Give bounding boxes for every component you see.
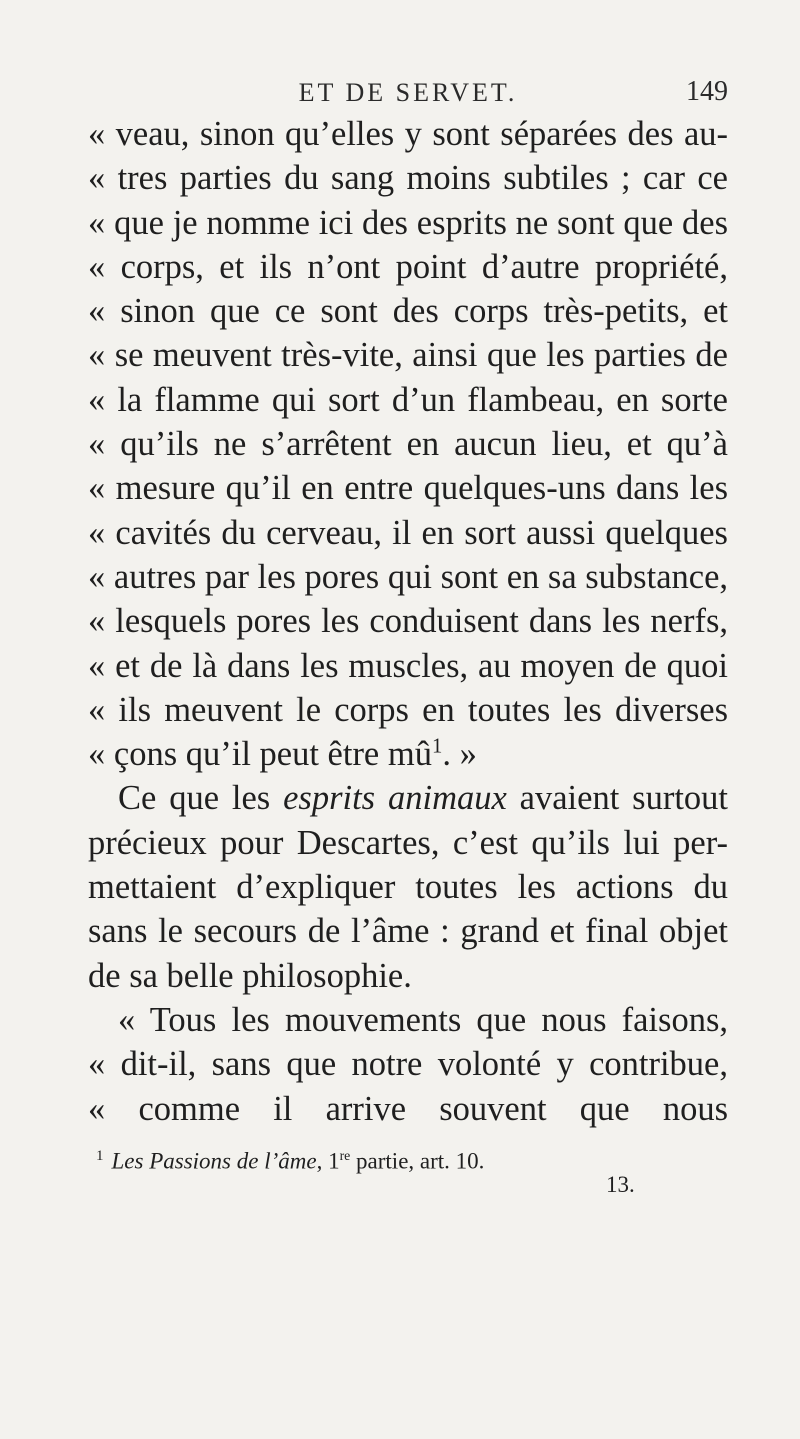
footnote-rest: partie, art. 10. xyxy=(350,1148,485,1174)
text-line: « autres par les pores qui sont en sa substance, xyxy=(88,557,728,596)
footnote-reference: 1 xyxy=(431,735,443,758)
footnote-mark: 1 xyxy=(96,1148,104,1164)
text-line: « dit-il, sans que notre volonté y contribue, xyxy=(88,1045,728,1084)
footnote-title: Les Passions de l’âme xyxy=(111,1148,317,1174)
italic-term: esprits animaux xyxy=(283,779,507,818)
text-line: « sinon que ce sont des corps très-petits, et xyxy=(88,292,728,331)
page-number: 149 xyxy=(686,76,728,107)
text-line: « tres parties du sang moins subtiles ; car ce xyxy=(88,159,728,198)
footnote-part-number: 1 xyxy=(328,1148,340,1174)
quote-end-text: « çons qu’il peut être mû xyxy=(88,735,432,774)
quote-close: . » xyxy=(442,735,477,774)
text-run: avaient surtout xyxy=(519,779,728,818)
text-line: « ils meuvent le corps en toutes les diverses xyxy=(88,690,728,729)
text-line: « se meuvent très-vite, ainsi que les parties de xyxy=(88,336,728,375)
page-header xyxy=(88,72,728,112)
text-line xyxy=(88,776,728,820)
text-line: mettaient d’expliquer toutes les actions du xyxy=(88,868,728,907)
text-line: « qu’ils ne s’arrêtent en aucun lieu, et qu’à xyxy=(88,425,728,464)
text-line xyxy=(88,732,728,776)
signature-mark: 13. xyxy=(606,1172,635,1197)
text-line: « que je nomme ici des esprits ne sont que des xyxy=(88,203,728,242)
text-line: précieux pour Descartes, c’est qu’ils lui per- xyxy=(88,823,728,862)
text-line: « la flamme qui sort d’un flambeau, en sorte xyxy=(88,380,728,419)
text-line: « veau, sinon qu’elles y sont séparées des au- xyxy=(88,115,728,153)
text-line: de sa belle philosophie. xyxy=(88,956,412,995)
text-line: « lesquels pores les conduisent dans les nerfs, xyxy=(88,602,728,641)
text-line: « comme il arrive souvent que nous xyxy=(88,1089,728,1128)
text-run: Ce que les xyxy=(118,779,284,818)
footnote-part-suffix: re xyxy=(339,1148,351,1163)
text-line: « cavités du cerveau, il en sort aussi quelques xyxy=(88,513,728,552)
text-line: « corps, et ils n’ont point d’autre propriété, xyxy=(88,247,728,286)
body-text xyxy=(88,112,728,1131)
text-line: sans le secours de l’âme : grand et final objet xyxy=(88,912,728,951)
text-line: « et de là dans les muscles, au moyen de quoi xyxy=(88,646,728,685)
text-line: « Tous les mouvements que nous faisons, xyxy=(118,1000,728,1039)
running-head: ET DE SERVET. xyxy=(298,78,518,107)
footnote: $^1$ Les Passions de l’âme, 1re partie, art. 10. xyxy=(96,1148,485,1174)
text-line: « mesure qu’il en entre quelques-uns dans les xyxy=(88,469,728,508)
